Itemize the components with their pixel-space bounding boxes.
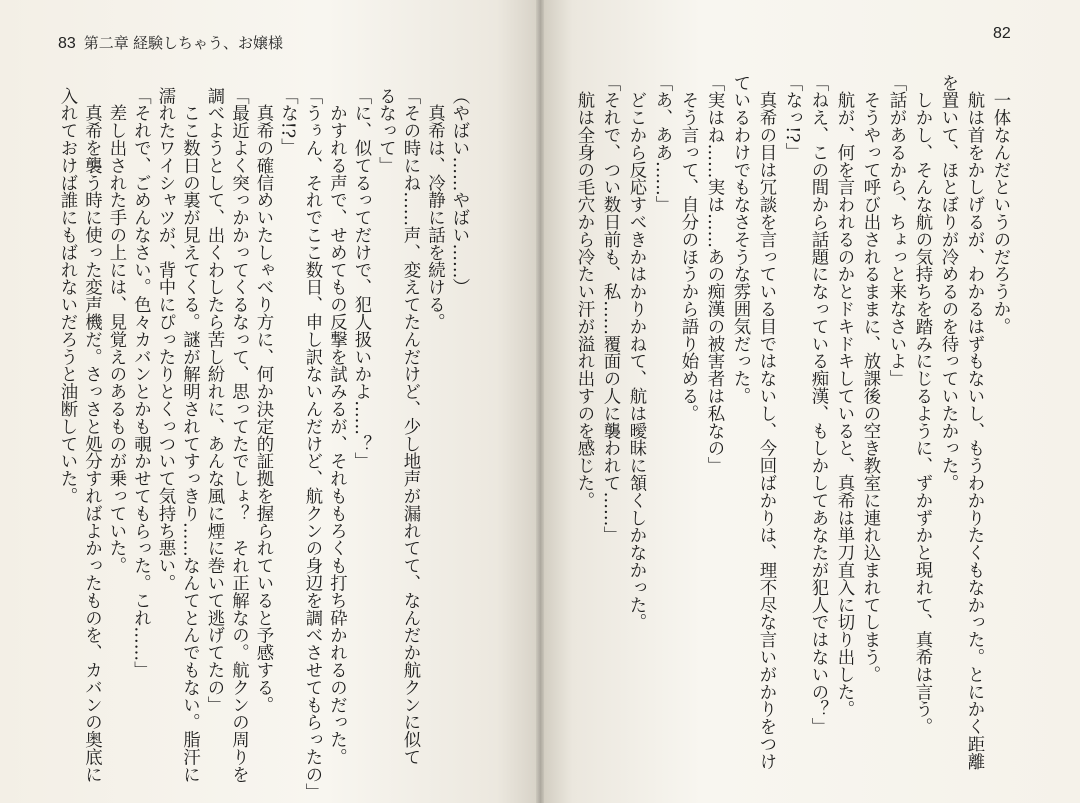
text-line: 「その時にね……声、変えてたんだけど、少し地声が漏れてて、なんだか航クンに似て (400, 87, 420, 766)
left-page-text (55, 87, 471, 801)
text-line: そう言って、自分のほうから語り始める。 (678, 74, 698, 422)
text-line: どこから反応すべきかはかりかねて、航は曖昧に頷くしかなかった。 (626, 74, 646, 631)
text-line: 真希は、冷静に話を続ける。 (424, 87, 445, 331)
text-line: 調べようとして、出くわしたら苦し紛れに、あんな風に煙に巻いて逃げてたの」 (204, 87, 224, 714)
text-line: るなって」 (375, 87, 396, 174)
text-line: 航が、何を言われるのかとドキドキしていると、真希は単刀直入に切り出した。 (834, 74, 854, 718)
text-line: 差し出された手の上には、見覚えのあるものが乗っていた。 (106, 87, 126, 575)
text-line: 真希の確信めいたしゃべり方に、何か決定的証拠を握られていると予感する。 (253, 87, 273, 714)
text-line: 「ねえ、この間から話題になっている痴漢、もしかしてあなたが犯人ではないの？」 (808, 74, 828, 736)
text-line: 「話があるから、ちょっと来なさいよ」 (886, 74, 906, 388)
text-line: 入れておけば誰にもばれないだろうと油断していた。 (57, 87, 77, 505)
text-line: 「あ、ああ……」 (652, 74, 672, 214)
text-line: （やばい……やばい……） (449, 87, 469, 296)
text-line: ているわけでもなさそうな雰囲気だった。 (730, 74, 750, 405)
text-line: 真希を襲う時に使った変声機だ。さっさと処分すればよかったものを、カバンの奥底に (81, 87, 102, 783)
running-head: 第二章 経験しちゃう、お嬢様 (83, 35, 283, 52)
text-line: を置いて、ほとぼりが冷めるのを待っていたかった。 (938, 74, 958, 492)
text-line: 航は首をかしげるが、わかるはずもないし、もうわかりたくもなかった。とにかく距離 (964, 74, 984, 770)
text-line: ここ数日の裏が見えてくる。謎が解明されてすっきり……なんてとんでもない。脂汗に (179, 87, 200, 783)
text-line: そうやって呼び出されるままに、放課後の空き教室に連れ込まれてしまう。 (860, 74, 880, 683)
text-line: 「それで、つい数日前も、私……覆面の人に襲われて……」 (600, 74, 620, 544)
text-line: 「うぅん、それでここ数日、申し訳ないんだけど、航クンの身辺を調べさせてもらったの」 (302, 87, 322, 801)
book-spine (536, 0, 544, 803)
text-line: 「なっ!?」 (782, 74, 802, 160)
text-line: 「な!?」 (277, 87, 298, 156)
text-line: 「最近よく突っかかってくるなって、思ってたでしょ？ それ正解なの。航クンの周りを (228, 87, 249, 783)
text-line: 一体なんだというのだろうか。 (990, 74, 1010, 335)
text-line: 「実はね……実は……あの痴漢の被害者は私なの」 (704, 74, 724, 475)
text-line: 真希の目は冗談を言っている目ではないし、今回ばかりは、理不尽な言いがかりをつけ (756, 74, 776, 770)
page-number-left: 83 (58, 35, 76, 52)
text-line: 濡れたワイシャツが、背中にぴったりとくっついて気持ち悪い。 (155, 87, 175, 592)
page-number-right: 82 (993, 25, 1011, 42)
right-page-text (571, 74, 1013, 784)
text-line: 「それで、ごめんなさい。色々カバンとかも覗かせてもらった。これ……」 (130, 87, 151, 679)
text-line: かすれる声で、せめてもの反撃を試みるが、それももろくも打ち砕かれるのだった。 (326, 87, 347, 766)
text-line: 航は全身の毛穴から冷たい汗が溢れ出すのを感じた。 (574, 74, 594, 509)
left-page-header (58, 32, 283, 53)
text-line: しかし、そんな航の気持ちを踏みにじるように、ずかずかと現れて、真希は言う。 (912, 74, 932, 736)
text-line: 「に、似てるってだけで、犯人扱いかよ……？」 (351, 87, 371, 470)
